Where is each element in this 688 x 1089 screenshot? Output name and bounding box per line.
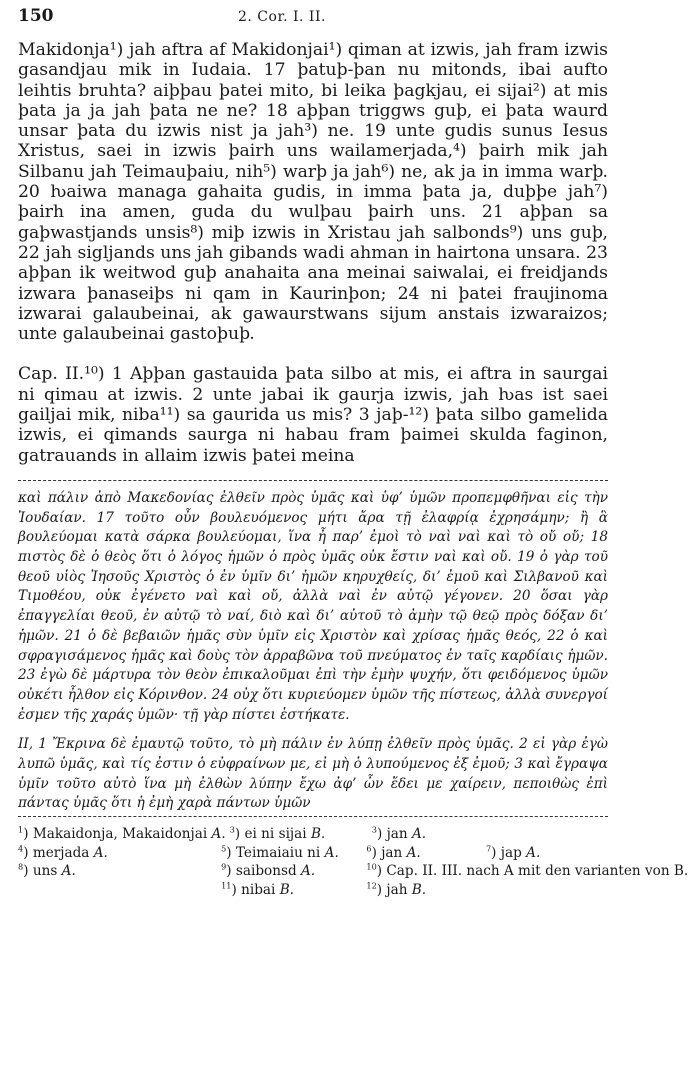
footnote-8: $^8$) uns A. xyxy=(18,861,76,880)
footnote-3: $^3$) jan A. xyxy=(371,824,427,843)
footnote-2: $^3$) ei ni sijai B. xyxy=(229,824,326,843)
gothic-paragraph-2: Cap. II.¹⁰) 1 Aþþan gastauida þata silbo at mis, ei aftra in saurgai ni qimau at izwis. 2 unte jabai ik gaurja izwis, jah ƕas ist saei gailjai mik, niba¹¹) sa gaurida us mis? 3 jaþ-¹²) þata silbo gamelida izwis, ei qimands saurga ni habau fram þaimei skulda faginon, gatrauands in allaim izwis þatei meina xyxy=(18,364,608,466)
page-number: 150 xyxy=(18,6,54,26)
running-head: 2. Cor. I. II. xyxy=(238,9,326,25)
footnote-4: $^4$) merjada A. xyxy=(18,843,108,861)
footnote-row xyxy=(18,825,608,844)
footnote-spacer xyxy=(18,881,217,900)
page-header xyxy=(18,6,608,40)
footnote-spacer xyxy=(489,825,608,844)
footnotes xyxy=(18,824,688,899)
footnote-12: $^{12}$) jah B. xyxy=(366,880,427,898)
footnote-row xyxy=(18,881,608,900)
footnote-6: $^6$) jan A. xyxy=(366,843,421,861)
footnote-9: $^9$) saibonsd A. xyxy=(221,861,316,880)
footnote-row xyxy=(18,861,688,881)
footnote-7: $^7$) jap A. xyxy=(485,843,541,861)
footnote-10: $^{10}$) Cap. II. III. nach A mit den varianten von B. xyxy=(366,861,688,880)
greek-paragraph-2: II, 1 Ἔκρινα δὲ ἐμαυτῷ τοῦτο, τὸ μὴ πάλιν ἐν λύπῃ ἐλθεῖν πρὸς ὑμᾶς. 2 εἰ γὰρ ἐγὼ λυπῶ ὑμᾶς, καὶ τίς ἐστιν ὁ εὐφραίνων με, εἰ μὴ ὁ λυπούμενος ἐξ ἐμοῦ; 3 καὶ ἔγραψα ὑμῖν τοῦτο αὐτὸ ἵνα μὴ ἐλθὼν λύπην ἔχω ἀφ’ ὧν ἔδει με χαίρειν, πεποιθὼς ἐπὶ πάντας ὑμᾶς ὅτι ἡ ἐμὴ χαρὰ πάντων ὑμῶν xyxy=(18,736,608,812)
footnote-5: $^5$) Teimaiaiu ni A. xyxy=(221,843,339,861)
greek-paragraph-1: καὶ πάλιν ἀπὸ Μακεδονίας ἐλθεῖν πρὸς ὑμᾶς καὶ ὑφ’ ὑμῶν προπεμφθῆναι εἰς τὴν Ἰουδαίαν. 17 τοῦτο οὖν βουλευόμενος μήτι ἄρα τῇ ἐλαφρίᾳ ἐχρησάμην; ἢ ἃ βουλεύομαι κατὰ σάρκα βουλεύομαι, ἵνα ἦ παρ’ ἐμοὶ τὸ ναὶ ναὶ καὶ τὸ οὔ οὔ; 18 πιστὸς δὲ ὁ θεὸς ὅτι ὁ λόγος ἡμῶν ὁ πρὸς ὑμᾶς οὐκ ἔστιν ναὶ καὶ οὔ. 19 ὁ γὰρ τοῦ θεοῦ υἱὸς Ἰησοῦς Χριστὸς ὁ ἐν ὑμῖν δι’ ἡμῶν κηρυχθείς, δι’ ἐμοῦ καὶ Σιλβανοῦ καὶ Τιμοθέου, οὐκ ἐγένετο ναὶ καὶ οὔ, ἀλλὰ ναὶ ἐν αὐτῷ γέγονεν. 20 ὅσαι γὰρ ἐπαγγελίαι θεοῦ, ἐν αὐτῷ τὸ ναί, διὸ καὶ δι’ αὐτοῦ τὸ ἀμὴν τῷ θεῷ πρὸς δόξαν δι’ ἡμῶν. 21 ὁ δὲ βεβαιῶν ἡμᾶς σὺν ὑμῖν εἰς Χριστὸν καὶ χρίσας ἡμᾶς θεός, 22 ὁ καὶ σφραγισάμενος ἡμᾶς καὶ δοὺς τὸν ἀρραβῶνα τοῦ πνεύματος ἐν ταῖς καρδίαις ἡμῶν. 23 ἐγὼ δὲ μάρτυρα τὸν θεὸν ἐπικαλοῦμαι ἐπὶ τὴν ἐμὴν ψυχήν, ὅτι φειδόμενος ὑμῶν οὐκέτι ἦλθον εἰς Κόρινθον. 24 οὐχ ὅτι κυριεύομεν ὑμῶν τῆς πίστεως, ἀλλὰ συνεργοί ἐσμεν τῆς χαράς ὑμῶν· τῇ γὰρ πίστει ἑστήκατε. xyxy=(18,489,608,723)
gothic-paragraph-1: Makidonja¹) jah aftra af Makidonjai¹) qiman at izwis, jah fram izwis gasandjau mik in Iudaia. 17 þatuþ-þan nu mitonds, ibai aufto leihtis bruhta? aiþþau þatei mito, bi leika þagkjau, ei sijai²) at mis þata ja ja jah þata ne ne? 18 aþþan triggws guþ, ei þata waurd unsar þata du izwis nist ja jah³) ne. 19 unte gudis sunus Iesus Xristus, saei in izwis þairh uns wailamerjada,⁴) þairh mik jah Silbanu jah Teimauþaiu, nih⁵) warþ ja jah⁶) ne, ak ja in imma warþ. 20 ƕaiwa managa gahaita gudis, in imma þata ja, duþþe jah⁷) þairh ina amen, guda du wulþau þairh uns. 21 aþþan sa gaþwastjands unsis⁸) miþ izwis in Xristau jah salbonds⁹) uns guþ, 22 jah sigljands uns jah gibands wadi ahman in hairtona unsara. 23 aþþan ik weitwod guþ anahaita ana meinai saiwalai, ei freidjands izwara þanaseiþs ni qam in Kaurinþon; 24 ni þatei fraujinoma izwarai galaubeinai, ak gawaurstwans sijum anstais izwaraizos; unte galaubeinai gastoþuþ. xyxy=(18,40,608,345)
footnote-row xyxy=(18,844,608,863)
footnote-11: $^{11}$) nibai B. xyxy=(221,880,294,898)
footnote-spacer xyxy=(486,881,608,900)
footnote-divider xyxy=(18,816,608,817)
footnote-1: $^1$) Makaidonja, Makaidonjai A. xyxy=(18,824,226,843)
greek-text xyxy=(18,489,608,814)
gothic-text xyxy=(18,40,608,466)
divider-rule xyxy=(18,480,608,481)
